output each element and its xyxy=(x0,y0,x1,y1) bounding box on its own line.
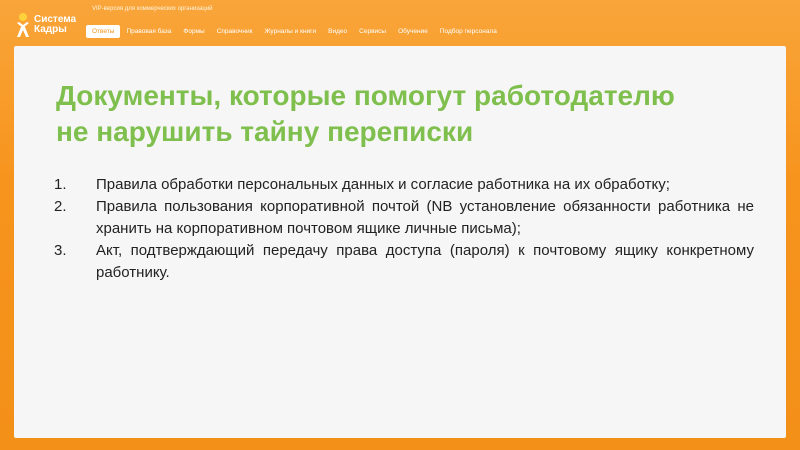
list-item-text: Правила обработки персональных данных и согласие работника на их обработку; xyxy=(96,176,670,193)
nav-item-spravochnik[interactable]: Справочник xyxy=(216,27,253,35)
list-item xyxy=(54,196,754,240)
list-item-text: Правила пользования корпоративной почтой (NB установление обязанности работника не хранить на корпоративном почтовом ящике личные письма); xyxy=(96,198,754,237)
slide-title-line1: Документы, которые помогут работодателю xyxy=(56,80,675,111)
slide-title-line2: не нарушить тайну переписки xyxy=(56,116,474,147)
list-item-number: 2. xyxy=(54,198,67,215)
nav-item-servisy[interactable]: Сервисы xyxy=(359,27,387,35)
nav-item-zhurnaly[interactable]: Журналы и книги xyxy=(264,27,317,35)
main-nav xyxy=(86,24,503,38)
list-item-number: 3. xyxy=(54,242,67,259)
nav-item-otvety[interactable]: Ответы xyxy=(86,25,120,38)
slide-content xyxy=(14,46,786,438)
logo-text xyxy=(34,15,76,35)
logo-line2: Кадры xyxy=(34,24,67,35)
nav-item-formy[interactable]: Формы xyxy=(183,27,205,35)
nav-item-pravovaya-baza[interactable]: Правовая база xyxy=(126,27,172,35)
nav-item-podbor[interactable]: Подбор персонала xyxy=(439,27,497,35)
document-list xyxy=(54,174,754,284)
top-bar xyxy=(0,0,800,46)
person-logo-icon xyxy=(14,12,32,38)
logo-line1: Система xyxy=(34,14,77,25)
list-item-number: 1. xyxy=(54,176,67,193)
list-item-text: Акт, подтверждающий передачу права доступа (пароля) к почтовому ящику конкретному работнику. xyxy=(96,242,754,281)
tagline: VIP-версия для коммерческих организаций xyxy=(92,6,213,12)
list-item xyxy=(54,240,754,284)
list-item xyxy=(54,174,754,196)
logo[interactable] xyxy=(14,8,84,40)
nav-item-obuchenie[interactable]: Обучение xyxy=(398,27,428,35)
slide-title xyxy=(56,78,776,150)
nav-item-video[interactable]: Видео xyxy=(328,27,348,35)
